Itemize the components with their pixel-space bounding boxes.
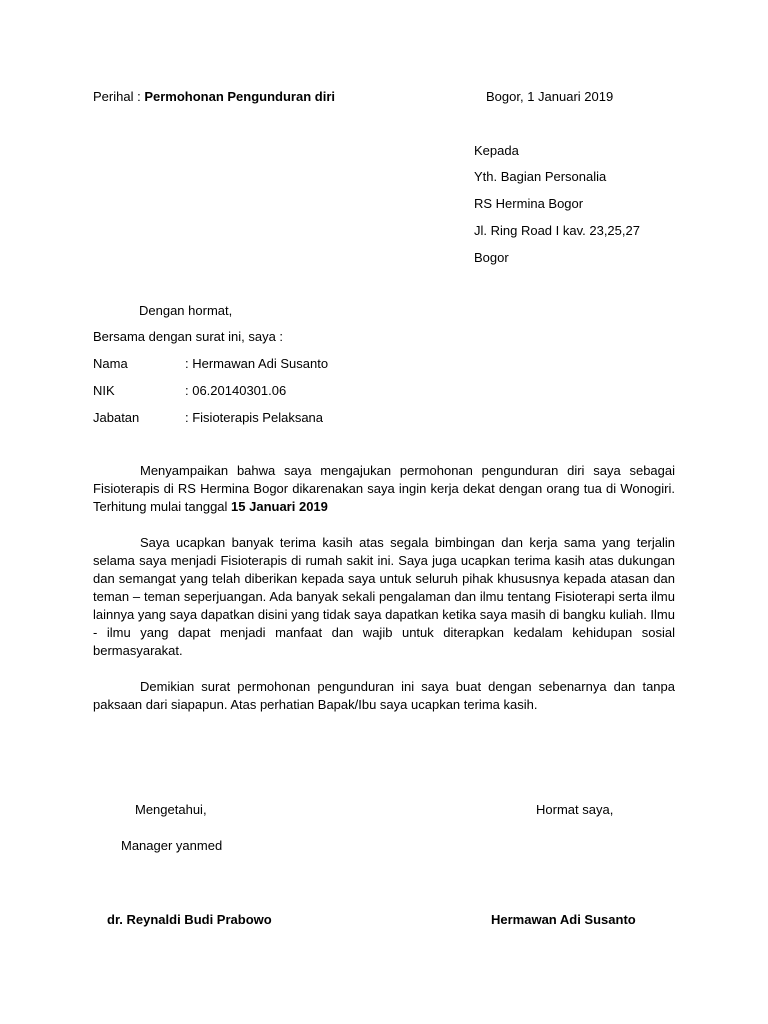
effective-date: 15 Januari 2019 (231, 499, 328, 514)
recipient-line: RS Hermina Bogor (474, 196, 584, 211)
recipient-line: Jl. Ring Road I kav. 23,25,27 (474, 223, 640, 238)
paragraph-text: Menyampaikan bahwa saya mengajukan permohonan pengunduran diri saya sebagai Fisioterapis di RS Hermina Bogor dikarenakan saya ingin kerja dekat dengan orang tua di Wonogiri. Terhitung mulai tanggal (93, 463, 675, 514)
identity-value: : Hermawan Adi Susanto (185, 356, 329, 371)
identity-label: NIK (93, 383, 115, 398)
place-date: Bogor, 1 Januari 2019 (486, 89, 614, 104)
paragraph-text: Demikian surat permohonan pengunduran ini saya buat dengan sebenarnya dan tanpa paksaan dari siapapun. Atas perhatian Bapak/Ibu saya ucapkan terima kasih. (93, 679, 675, 712)
body-paragraph-1 (93, 462, 675, 516)
subject-line (93, 89, 335, 105)
sign-left-heading: Mengetahui, (135, 802, 207, 817)
identity-value: : Fisioterapis Pelaksana (185, 410, 324, 425)
recipient-line: Yth. Bagian Personalia (474, 169, 607, 184)
subject-label: Perihal : (93, 89, 145, 104)
identity-label: Nama (93, 356, 128, 371)
recipient-line: Kepada (474, 143, 519, 158)
greeting: Dengan hormat, (139, 303, 233, 318)
body-paragraph-3 (93, 678, 675, 714)
subject-value: Permohonan Pengunduran diri (144, 89, 335, 104)
sign-left-name: dr. Reynaldi Budi Prabowo (107, 912, 272, 927)
identity-label: Jabatan (93, 410, 140, 425)
sign-right-name: Hermawan Adi Susanto (491, 912, 636, 927)
paragraph-text: Saya ucapkan banyak terima kasih atas segala bimbingan dan kerja sama yang terjalin selama saya menjadi Fisioterapis di rumah sakit ini. Saya juga ucapkan terima kasih atas dukungan dan semangat yang telah diberikan kepada saya untuk seluruh pihak khususnya kepada atasan dan teman – teman seperjuangan. Ada banyak sekali pengalaman dan ilmu tentang Fisioterapi serta ilmu lainnya yang saya dapatkan disini yang tidak saya dapatkan ketika saya masih di bangku kuliah. Ilmu - ilmu yang dapat menjadi manfaat dan wajib untuk diterapkan kedalam kehidupan sosial bermasyarakat. (93, 535, 675, 658)
identity-value: : 06.20140301.06 (185, 383, 287, 398)
sign-left-role: Manager yanmed (121, 838, 223, 853)
intro-line: Bersama dengan surat ini, saya : (93, 329, 284, 344)
body-paragraph-2 (93, 534, 675, 660)
recipient-line: Bogor (474, 250, 509, 265)
sign-right-heading: Hormat saya, (536, 802, 614, 817)
